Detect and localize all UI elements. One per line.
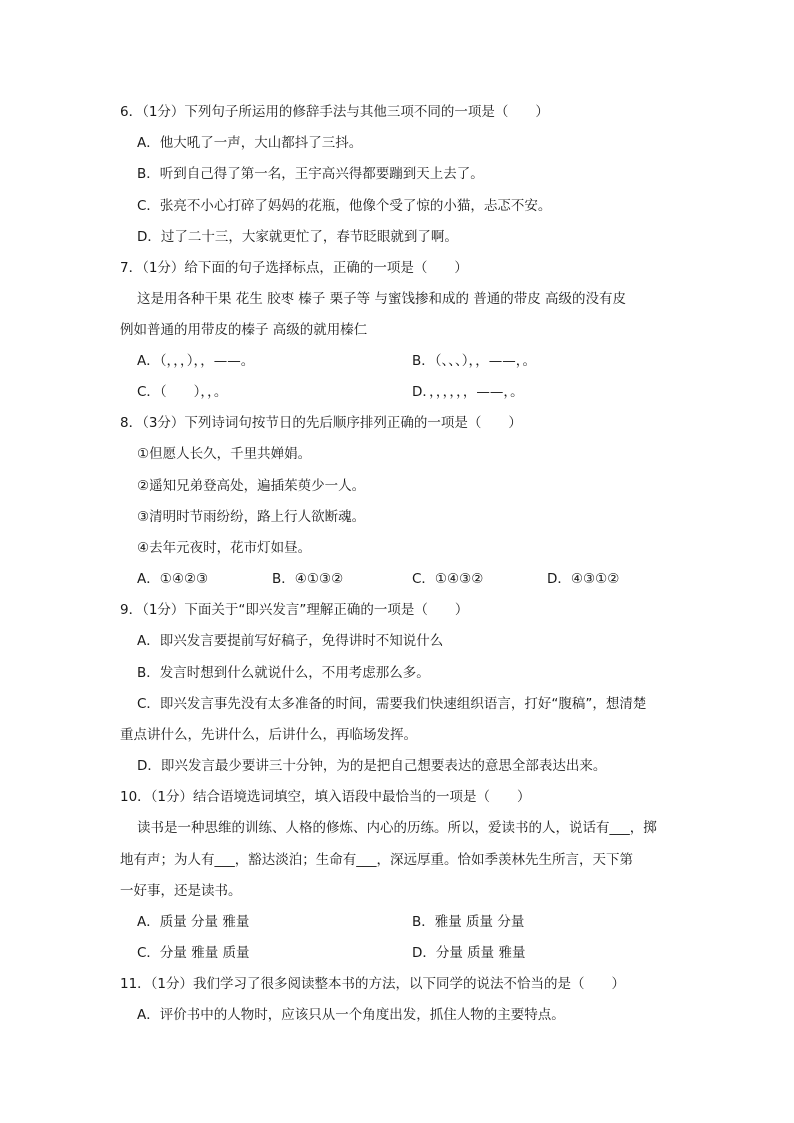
question-6-option-d: D．过了二十三，大家就更忙了，春节眨眼就到了啊。	[137, 229, 458, 245]
question-8-item-3: ③清明时节雨纷纷，路上行人欲断魂。	[137, 509, 366, 525]
question-7-option-c: C．（ ），，。	[137, 384, 228, 400]
question-10-passage-1: 读书是一种思维的训练、人格的修炼、内心的历练。所以，爱读书的人，说话有___，掷	[137, 820, 657, 836]
question-8-option-d: D．④③①②	[547, 571, 620, 587]
question-10-stem: 10．（1分）结合语境选词填空，填入语段中最恰当的一项是（ ）	[120, 789, 531, 805]
question-8-stem: 8．（3分）下列诗词句按节日的先后顺序排列正确的一项是（ ）	[120, 415, 522, 431]
question-6-option-b: B．听到自己得了第一名，王宇高兴得都要蹦到天上去了。	[137, 166, 484, 182]
question-9-option-c: C．即兴发言事先没有太多准备的时间，需要我们快速组织语言，打好“腹稿”，想清楚	[137, 696, 647, 712]
question-7-stem: 7．（1分）给下面的句子选择标点，正确的一项是（ ）	[120, 260, 468, 276]
question-8-item-2: ②遥知兄弟登高处，遍插茱萸少一人。	[137, 478, 366, 494]
question-10-option-b: B．雅量 质量 分量	[412, 914, 525, 930]
question-6-option-a: A．他大吼了一声，大山都抖了三抖。	[137, 135, 363, 151]
question-8-option-b: B．④①③②	[272, 571, 344, 587]
question-8-item-1: ①但愿人长久，千里共婵娟。	[137, 446, 312, 462]
question-9-option-a: A．即兴发言要提前写好稿子，免得讲时不知说什么	[137, 633, 444, 649]
question-8-option-a: A．①④②③	[137, 571, 209, 587]
question-8-item-4: ④去年元夜时，花市灯如昼。	[137, 540, 312, 556]
question-7-passage-1: 这是用各种干果 花生 胶枣 榛子 栗子等 与蜜饯掺和成的 普通的带皮 高级的没有皮	[137, 291, 627, 307]
question-9-stem: 9．（1分）下面关于“即兴发言”理解正确的一项是（ ）	[120, 602, 469, 618]
question-10-option-c: C．分量 雅量 质量	[137, 945, 250, 961]
question-9-option-c-cont: 重点讲什么，先讲什么，后讲什么，再临场发挥。	[120, 727, 417, 743]
question-11-stem: 11．（1分）我们学习了很多阅读整本书的方法，以下同学的说法不恰当的是（ ）	[120, 976, 626, 992]
question-6-stem: 6．（1分）下列句子所运用的修辞手法与其他三项不同的一项是（ ）	[120, 104, 549, 120]
question-10-option-a: A．质量 分量 雅量	[137, 914, 250, 930]
question-11-option-a: A．评价书中的人物时，应该只从一个角度出发，抓住人物的主要特点。	[137, 1007, 565, 1023]
question-9-option-b: B．发言时想到什么就说什么，不用考虑那么多。	[137, 665, 430, 681]
question-10-passage-2: 地有声；为人有___，豁达淡泊；生命有___，深远厚重。恰如季羡林先生所言，天下第	[120, 852, 633, 868]
question-7-option-b: B．（、、、），，——，。	[412, 353, 537, 369]
question-6-option-c: C．张亮不小心打碎了妈妈的花瓶，他像个受了惊的小猫，忐忑不安。	[137, 198, 552, 214]
question-7-option-d: D．，，，，，，——，。	[412, 384, 524, 400]
question-9-option-d: D．即兴发言最少要讲三十分钟，为的是把自己想要表达的意思全部表达出来。	[137, 758, 607, 774]
question-8-option-c: C．①④③②	[412, 571, 484, 587]
question-7-option-a: A．（，，，），，——。	[137, 353, 255, 369]
question-10-passage-3: 一好事，还是读书。	[120, 883, 242, 899]
question-7-passage-2: 例如普通的用带皮的榛子 高级的就用榛仁	[120, 322, 368, 338]
question-10-option-d: D．分量 质量 雅量	[412, 945, 526, 961]
